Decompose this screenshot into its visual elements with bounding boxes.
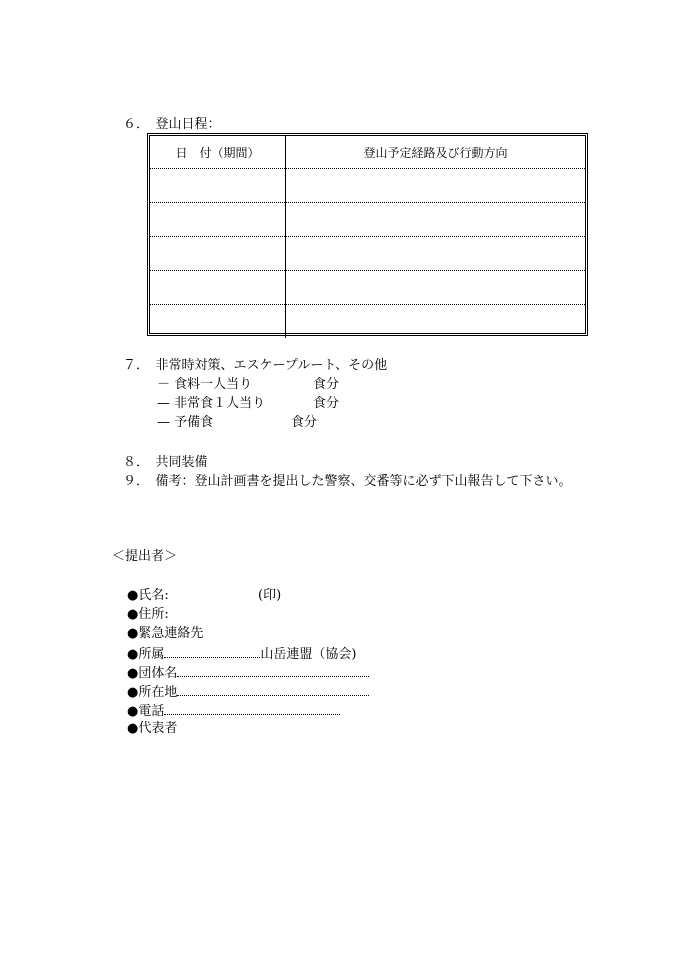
table-row xyxy=(150,203,585,237)
emergency-contact-line xyxy=(127,626,203,642)
affiliation-label: 所属 xyxy=(138,647,165,662)
section-8-title: ８． 共同装備 xyxy=(123,455,208,470)
affiliation-line xyxy=(127,645,356,663)
address-label: 住所: xyxy=(138,607,169,622)
federation-label: 山岳連盟（協会) xyxy=(260,647,357,662)
route-cell[interactable] xyxy=(286,169,586,203)
group-name-label: 団体名 xyxy=(138,666,178,681)
date-cell[interactable] xyxy=(150,203,286,237)
food-per-person-label: － 食料一人当り xyxy=(157,377,253,392)
reserve-food-label: — 予備食 xyxy=(157,415,214,430)
table-row xyxy=(150,271,585,305)
bullet-icon: ● xyxy=(127,704,139,719)
phone-line xyxy=(127,702,340,720)
emergency-food-label: — 非常食１人当り xyxy=(157,396,266,411)
affiliation-fill-line[interactable] xyxy=(164,645,260,658)
location-fill-line[interactable] xyxy=(177,683,369,696)
seal-mark: (印) xyxy=(258,588,282,603)
group-name-fill-line[interactable] xyxy=(177,664,369,677)
table-row xyxy=(150,305,585,339)
section-7-title: ７． 非常時対策、エスケープルート、その他 xyxy=(123,358,388,373)
emergency-contact-label: 緊急連絡先 xyxy=(138,626,204,641)
bullet-icon: ● xyxy=(127,721,139,736)
date-cell[interactable] xyxy=(150,169,286,203)
section-6-title: ６． 登山日程： xyxy=(123,117,221,132)
header-route-direction: 登山予定経路及び行動方向 xyxy=(363,145,508,160)
bullet-icon: ● xyxy=(127,647,139,662)
location-line xyxy=(127,683,369,701)
reserve-food-unit: 食分 xyxy=(291,415,318,430)
bullet-icon: ● xyxy=(127,685,139,700)
representative-label: 代表者 xyxy=(138,721,178,736)
submitter-heading: ＜提出者＞ xyxy=(112,549,178,564)
table-row xyxy=(150,237,585,271)
date-cell[interactable] xyxy=(150,237,286,271)
bullet-icon: ● xyxy=(127,666,139,681)
header-date-period: 日 付（期間） xyxy=(150,136,286,169)
schedule-table xyxy=(147,133,588,336)
group-name-line xyxy=(127,664,369,682)
food-per-person-unit: 食分 xyxy=(313,377,340,392)
route-cell[interactable] xyxy=(286,237,586,271)
address-line xyxy=(127,607,169,623)
route-cell[interactable] xyxy=(286,271,586,305)
schedule-header-row xyxy=(150,136,585,169)
name-label: 氏名: xyxy=(138,588,169,603)
section-9-title: ９． 備考：登山計画書を提出した警察、交番等に必ず下山報告して下さい。 xyxy=(123,474,572,489)
route-cell[interactable] xyxy=(286,305,586,339)
date-cell[interactable] xyxy=(150,271,286,305)
bullet-icon: ● xyxy=(127,607,139,622)
phone-label: 電話 xyxy=(138,704,165,719)
name-line xyxy=(127,588,169,604)
phone-fill-line[interactable] xyxy=(164,702,340,715)
date-cell[interactable] xyxy=(150,305,286,339)
emergency-food-unit: 食分 xyxy=(313,396,340,411)
bullet-icon: ● xyxy=(127,626,139,641)
route-cell[interactable] xyxy=(286,203,586,237)
table-row xyxy=(150,169,585,203)
representative-line xyxy=(127,721,177,737)
bullet-icon: ● xyxy=(127,588,139,603)
location-label: 所在地 xyxy=(138,685,178,700)
